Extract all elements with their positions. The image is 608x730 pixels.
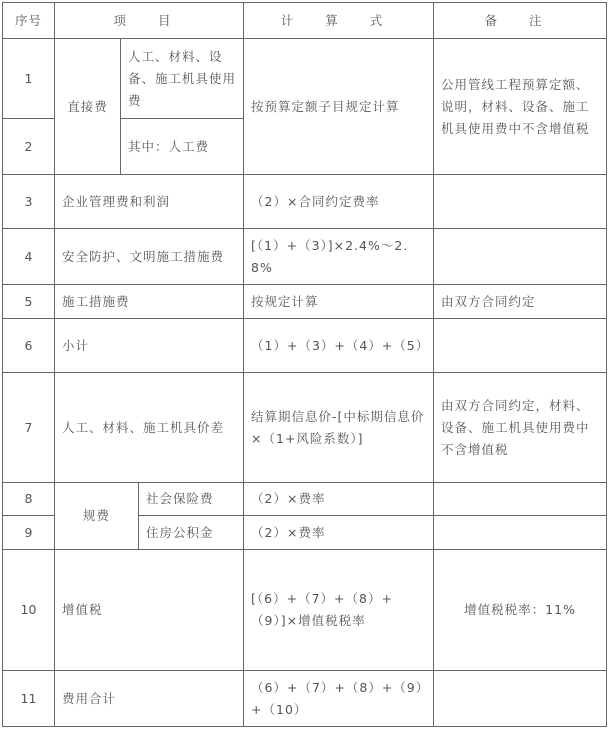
note-cell (434, 229, 607, 285)
sub-item: 其中：人工费 (121, 119, 244, 175)
sub-item: 住房公积金 (139, 516, 244, 550)
table-row (3, 550, 607, 671)
row-no: 2 (3, 119, 55, 175)
item-cell: 费用合计 (55, 671, 244, 727)
item-cell: 企业管理费和利润 (55, 175, 244, 229)
row-no: 5 (3, 285, 55, 319)
item-cell: 增值税 (55, 550, 244, 671)
row-no: 1 (3, 39, 55, 119)
row-no: 10 (3, 550, 55, 671)
header-no: 序号 (3, 3, 55, 39)
row-no: 9 (3, 516, 55, 550)
sub-item: 社会保险费 (139, 483, 244, 516)
formula-cell: （2）×合同约定费率 (244, 175, 434, 229)
row-no: 4 (3, 229, 55, 285)
header-row (3, 3, 607, 39)
note-cell: 增值税税率：11% (434, 550, 607, 671)
table-row (3, 373, 607, 483)
note-cell (434, 671, 607, 727)
header-item: 项 目 (55, 3, 244, 39)
item-cell: 施工措施费 (55, 285, 244, 319)
formula-cell: 结算期信息价-[中标期信息价×（1+风险系数）] (244, 373, 434, 483)
formula-cell: [（6）+（7）+（8）+（9）]×增值税税率 (244, 550, 434, 671)
table-row (3, 319, 607, 373)
note-cell: 由双方合同约定，材料、设备、施工机具使用费中不含增值税 (434, 373, 607, 483)
note-cell (434, 483, 607, 516)
note-cell (434, 319, 607, 373)
formula-cell: （6）+（7）+（8）+（9）+（10） (244, 671, 434, 727)
formula-cell: （1）+（3）+（4）+（5） (244, 319, 434, 373)
formula-cell: 按预算定额子目规定计算 (244, 39, 434, 175)
table-row (3, 483, 607, 516)
item-cell: 人工、材料、施工机具价差 (55, 373, 244, 483)
header-note: 备 注 (434, 3, 607, 39)
row-no: 6 (3, 319, 55, 373)
row-no: 11 (3, 671, 55, 727)
row-no: 8 (3, 483, 55, 516)
item-cell: 小计 (55, 319, 244, 373)
formula-cell: （2）×费率 (244, 516, 434, 550)
note-cell: 由双方合同约定 (434, 285, 607, 319)
table-row (3, 175, 607, 229)
row-no: 3 (3, 175, 55, 229)
table-row (3, 229, 607, 285)
table-row (3, 39, 607, 119)
formula-cell: （2）×费率 (244, 483, 434, 516)
table-row (3, 671, 607, 727)
sub-item: 人工、材料、设备、施工机具使用费 (121, 39, 244, 119)
note-cell (434, 516, 607, 550)
formula-cell: 按规定计算 (244, 285, 434, 319)
fee-calculation-table (2, 2, 606, 728)
table-row (3, 285, 607, 319)
note-cell (434, 175, 607, 229)
header-formula: 计 算 式 (244, 3, 434, 39)
row-no: 7 (3, 373, 55, 483)
group-label: 规费 (55, 483, 139, 550)
formula-cell: [（1）+（3）]×2.4%～2.8% (244, 229, 434, 285)
note-cell: 公用管线工程预算定额、说明，材料、设备、施工机具使用费中不含增值税 (434, 39, 607, 175)
item-cell: 安全防护、文明施工措施费 (55, 229, 244, 285)
group-label: 直接费 (55, 39, 121, 175)
